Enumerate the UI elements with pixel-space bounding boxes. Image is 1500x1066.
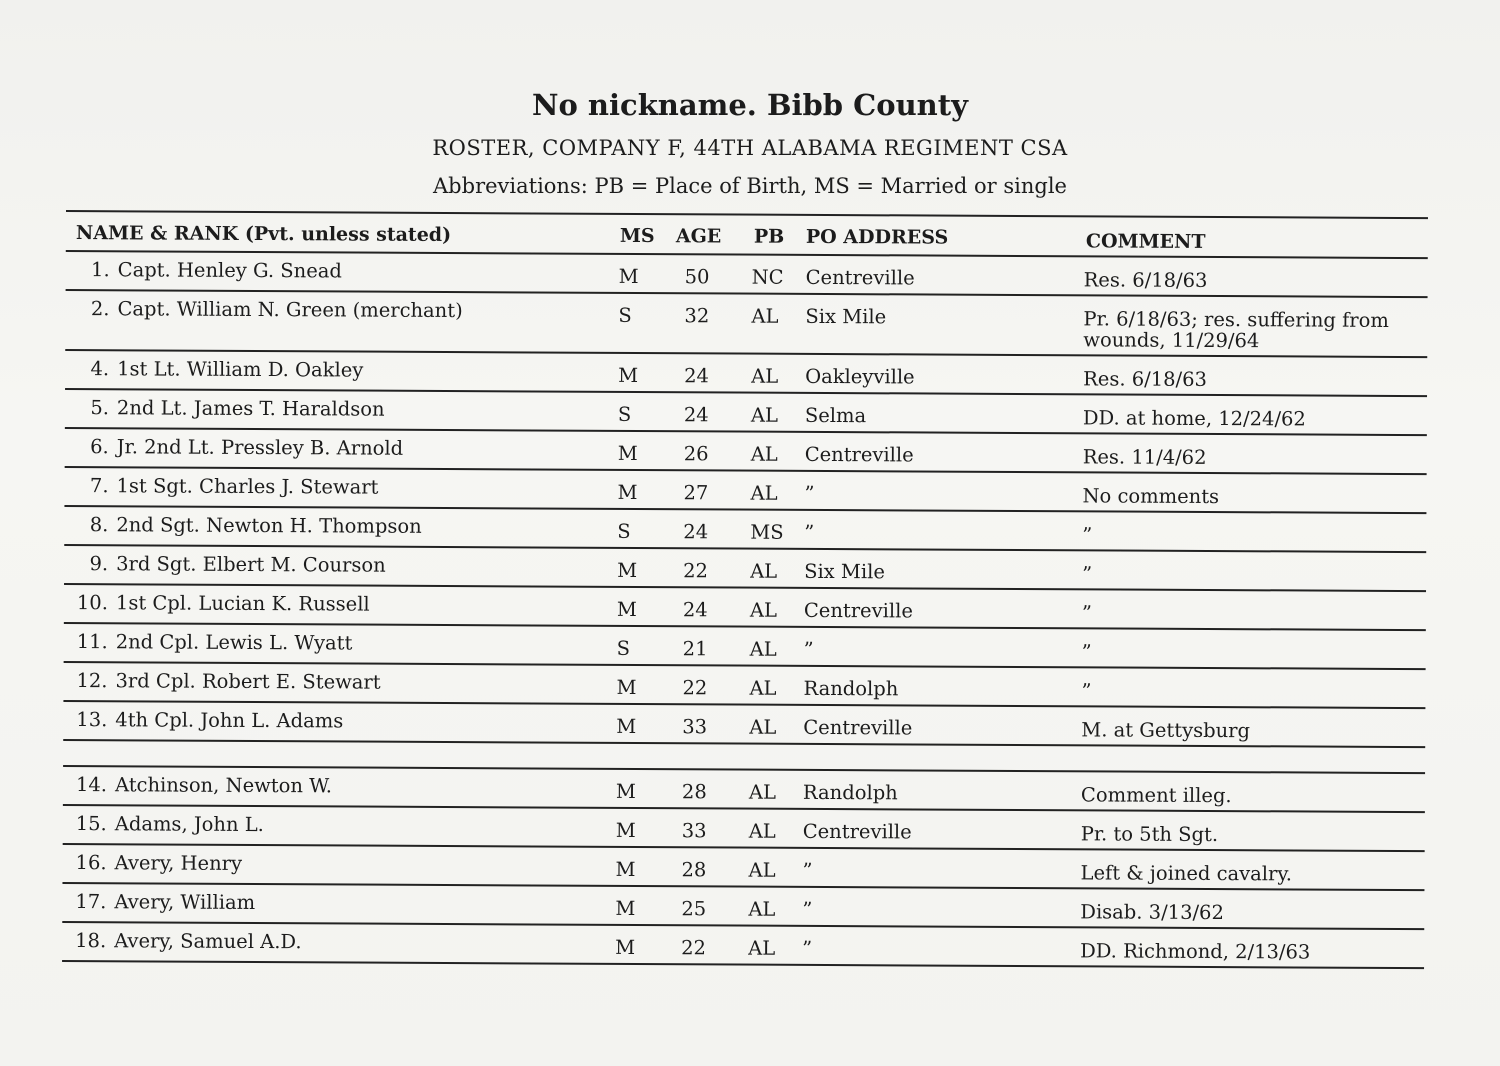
row-po-address: Randolph [802, 780, 898, 805]
row-po-address: Centreville [804, 442, 914, 467]
row-ms: M [615, 935, 636, 959]
row-po-address: ” [803, 637, 814, 661]
row-name [75, 357, 363, 382]
row-comment: ” [1081, 679, 1092, 703]
row-name [73, 851, 243, 875]
row-name [72, 890, 255, 914]
row-name [75, 396, 385, 421]
row-comment: DD. Richmond, 2/13/63 [1080, 939, 1311, 964]
row-name [74, 591, 370, 616]
row-name [75, 297, 462, 322]
row-comment: Left & joined cavalry. [1080, 861, 1293, 886]
row-name-text: Avery, Samuel A.D. [114, 929, 302, 954]
table-row [65, 291, 1427, 356]
row-po-address: Selma [804, 403, 867, 428]
table-row [63, 806, 1425, 850]
row-name-text: Capt. Henley G. Snead [117, 258, 342, 283]
row-comment: Res. 6/18/63 [1083, 268, 1208, 292]
row-name-text: 4th Cpl. John L. Adams [115, 708, 344, 733]
row-age: 24 [683, 520, 709, 544]
row-age: 22 [683, 559, 709, 583]
row-ms: M [615, 818, 636, 842]
abbreviations-note: Abbreviations: PB = Place of Birth, MS = Married or single [433, 174, 1067, 198]
row-po-address: ” [802, 936, 813, 960]
row-number: 1. [91, 258, 110, 282]
row-age: 24 [684, 364, 710, 388]
row-number: 16. [75, 851, 107, 875]
row-po-address: Randolph [803, 676, 899, 701]
row-name [74, 630, 353, 654]
row-pb: NC [751, 265, 784, 289]
row-po-address: Oakleyville [805, 364, 915, 389]
row-pb: MS [750, 520, 784, 544]
table-row [64, 468, 1426, 512]
row-number: 2. [90, 297, 110, 321]
table-row [64, 507, 1426, 551]
table-row [62, 923, 1424, 967]
row-number: 12. [76, 669, 108, 693]
row-pb: AL [748, 897, 776, 921]
row-age: 25 [681, 897, 707, 921]
table-row [65, 351, 1427, 395]
row-name-text: 1st Lt. William D. Oakley [117, 357, 364, 382]
row-name-text: 2nd Cpl. Lewis L. Wyatt [115, 630, 353, 655]
table-row [63, 767, 1425, 811]
row-name-text: 2nd Sgt. Newton H. Thompson [116, 513, 422, 538]
header-ms: MS [619, 224, 655, 248]
row-name [75, 435, 403, 460]
row-po-address: Centreville [802, 819, 912, 844]
row-age: 50 [684, 265, 710, 289]
row-number: 10. [76, 591, 109, 615]
row-name-text: Avery, William [114, 890, 256, 914]
row-age: 32 [684, 304, 710, 328]
row-pb: AL [750, 442, 778, 466]
row-ms: M [615, 779, 636, 803]
row-name [73, 708, 343, 732]
row-name [73, 669, 380, 694]
row-number: 18. [75, 929, 107, 953]
row-comment: Comment illeg. [1080, 783, 1232, 808]
row-number: 6. [90, 435, 109, 459]
row-ms: S [616, 636, 631, 660]
row-name [74, 513, 421, 538]
row-number: 4. [90, 357, 110, 381]
table-row [66, 252, 1428, 296]
row-number: 9. [89, 552, 109, 576]
table-row [64, 624, 1426, 668]
row-ms: M [616, 675, 637, 699]
row-ms: M [617, 558, 638, 582]
row-po-address: ” [804, 520, 815, 544]
row-name-text: Jr. 2nd Lt. Pressley B. Arnold [116, 435, 404, 460]
row-pb: AL [749, 715, 777, 739]
row-number: 5. [90, 396, 110, 420]
row-comment: Res. 11/4/62 [1082, 445, 1207, 469]
header-pb: PB [753, 225, 785, 248]
row-name [73, 812, 264, 836]
header-comment: COMMENT [1085, 230, 1206, 253]
row-age: 21 [682, 637, 708, 661]
row-number: 7. [89, 474, 109, 498]
row-age: 27 [683, 481, 709, 505]
row-po-address: ” [802, 897, 813, 921]
row-comment: ” [1081, 601, 1092, 625]
row-comment: M. at Gettysburg [1081, 718, 1251, 743]
row-ms: M [615, 857, 636, 881]
row-po-address: ” [802, 858, 813, 882]
row-comment: ” [1082, 523, 1093, 547]
row-ms: M [616, 714, 637, 738]
row-number: 15. [75, 812, 107, 836]
row-name-text: 1st Sgt. Charles J. Stewart [116, 474, 379, 499]
row-ms: S [617, 519, 631, 543]
row-name-text: 1st Cpl. Lucian K. Russell [115, 591, 370, 616]
row-ms: M [616, 597, 637, 621]
row-po-address: Centreville [805, 265, 915, 290]
row-pb: AL [748, 780, 777, 804]
row-ms: M [618, 363, 639, 387]
page-title: No nickname. Bibb County [531, 88, 969, 122]
row-ms: M [617, 480, 638, 504]
table-row [63, 663, 1425, 707]
row-name-text: Atchinson, Newton W. [114, 773, 333, 798]
row-po-address: Six Mile [804, 559, 885, 584]
roster-table [62, 210, 1428, 969]
row-name [73, 773, 332, 797]
row-number: 17. [75, 890, 107, 914]
row-po-address: Centreville [803, 598, 913, 623]
row-po-address: ” [804, 481, 815, 505]
row-pb: AL [749, 598, 778, 622]
header-name: NAME & RANK (Pvt. unless stated) [75, 222, 452, 247]
row-po-address: Six Mile [805, 304, 887, 329]
row-name [72, 929, 302, 953]
table-row [64, 546, 1426, 590]
row-age: 33 [681, 819, 707, 843]
row-age: 26 [683, 442, 709, 466]
row-comment: ” [1082, 562, 1093, 586]
row-age: 24 [683, 403, 709, 427]
row-name [74, 474, 378, 499]
row-name-text: 3rd Cpl. Robert E. Stewart [115, 669, 381, 694]
row-ms: M [618, 264, 639, 288]
row-comment: Disab. 3/13/62 [1080, 900, 1224, 925]
row-po-address: Centreville [803, 715, 913, 740]
row-number: 8. [89, 513, 109, 537]
row-comment: Res. 6/18/63 [1083, 367, 1208, 391]
row-pb: AL [749, 637, 777, 661]
row-comment: No comments [1082, 484, 1220, 509]
row-ms: M [615, 896, 636, 920]
row-name-text: Adams, John L. [114, 812, 264, 837]
row-pb: AL [748, 936, 776, 960]
row-name-text: 3rd Sgt. Elbert M. Courson [116, 552, 386, 577]
row-pb: AL [750, 559, 778, 583]
row-pb: AL [750, 481, 778, 505]
row-age: 28 [681, 780, 707, 804]
header-po-address: PO ADDRESS [805, 225, 949, 249]
row-pb: AL [751, 304, 779, 328]
row-pb: AL [748, 858, 776, 882]
row-ms: M [617, 441, 638, 465]
table-row [65, 429, 1427, 473]
table-row [65, 390, 1427, 434]
row-ms: S [618, 303, 632, 327]
row-name [76, 258, 342, 282]
row-ms: S [617, 402, 632, 426]
table-body [62, 252, 1428, 969]
row-comment: DD. at home, 12/24/62 [1082, 406, 1306, 431]
row-pb: AL [749, 676, 777, 700]
row-comment: Pr. to 5th Sgt. [1080, 822, 1219, 847]
row-name-text: Capt. William N. Green (merchant) [117, 297, 463, 323]
row-comment: ” [1081, 640, 1092, 664]
row-name [74, 552, 386, 577]
row-age: 33 [682, 715, 708, 739]
row-pb: AL [751, 364, 779, 388]
row-number: 14. [75, 773, 108, 797]
row-comment: Pr. 6/18/63; res. suffering from wounds, 11/29/64 [1083, 307, 1389, 353]
row-name-text: 2nd Lt. James T. Haraldson [116, 396, 385, 421]
table-row [62, 884, 1424, 928]
row-age: 22 [681, 936, 707, 960]
page-subtitle: ROSTER, COMPANY F, 44TH ALABAMA REGIMENT CSA [432, 136, 1068, 160]
table-row [63, 702, 1425, 746]
row-number: 13. [76, 708, 108, 732]
header-age: AGE [675, 225, 722, 248]
row-pb: AL [750, 403, 779, 427]
table-row [62, 845, 1424, 889]
table-header [66, 212, 1428, 257]
row-age: 24 [682, 598, 708, 622]
row-number: 11. [76, 630, 108, 654]
table-row [64, 585, 1426, 629]
row-age: 22 [682, 676, 708, 700]
row-name-text: Avery, Henry [114, 851, 243, 875]
row-pb: AL [748, 819, 776, 843]
row-age: 28 [681, 858, 707, 882]
